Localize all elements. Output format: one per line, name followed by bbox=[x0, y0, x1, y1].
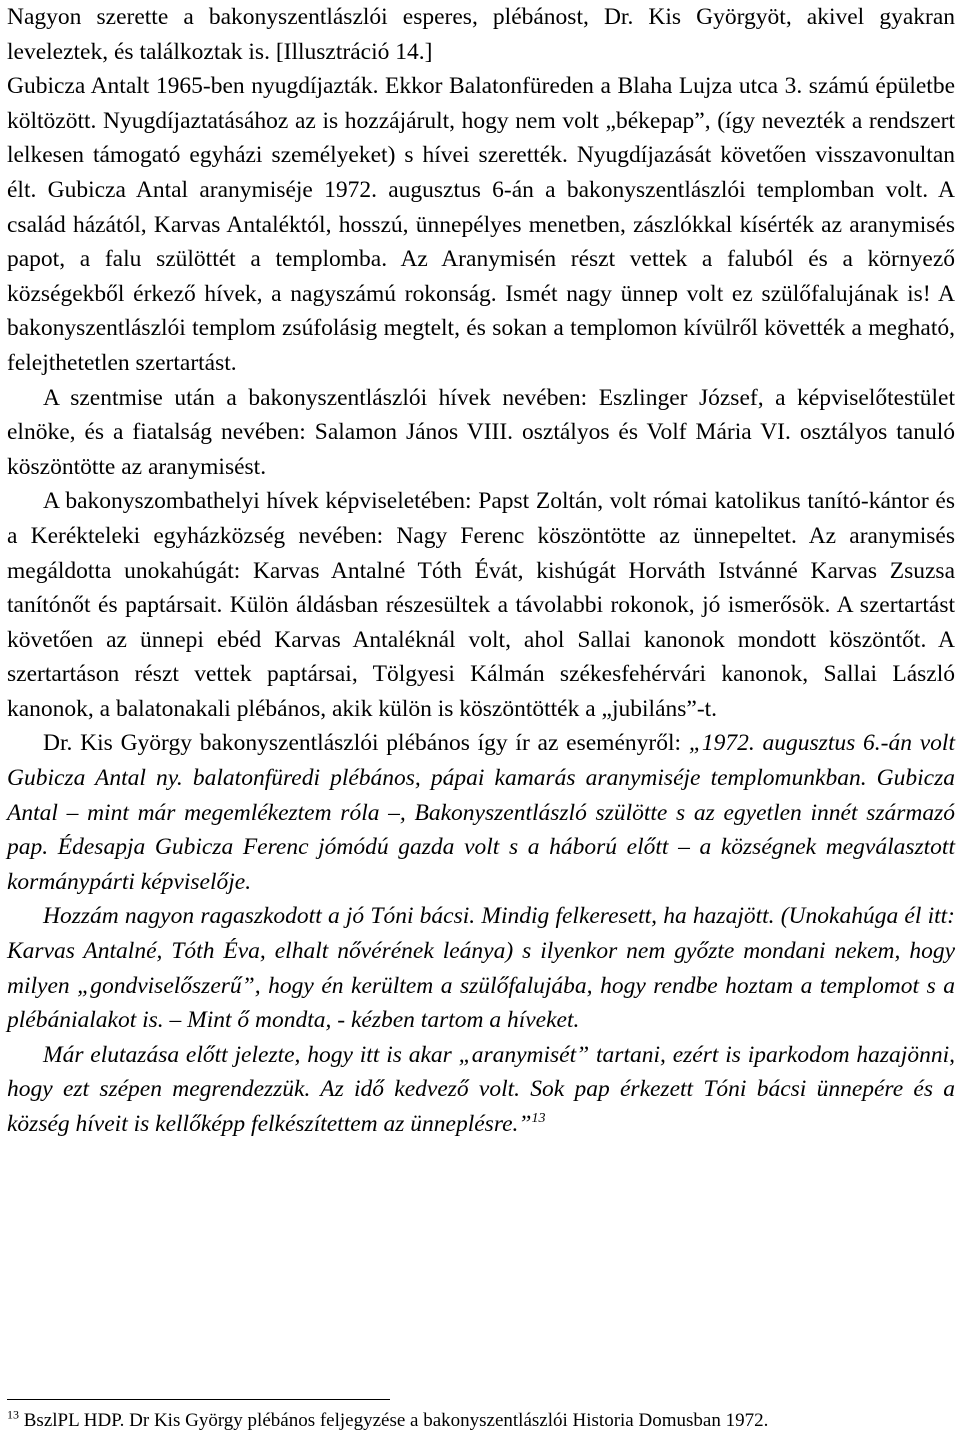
quote-paragraph-3 bbox=[7, 1038, 955, 1142]
paragraph-3-text: A szentmise után a bakonyszentlászlói hívek nevében: Eszlinger József, a képviselőtestület elnöke, és a fiatalság nevében: Salamon János VIII. osztályos és Volf Mária VI. osztályos tanuló köszöntötte az aranymisést. bbox=[7, 384, 955, 480]
quote-paragraph-1: „1972. augusztus 6.-án volt Gubicza Antal ny. balatonfüredi plébános, pápai kamarás aranymiséje templomunkban. Gubicza Antal – mint már megemlékeztem róla –, Bakonyszentlászló szülötte s az egyetlen innét származó pap. Édesapja Gubicza Ferenc jómódú gazda volt s a háború előtt – a községnek megválasztott kormánypárti képviselője. bbox=[7, 730, 955, 895]
paragraph-3 bbox=[7, 381, 955, 485]
footnote-text: BszlPL HDP. Dr Kis György plébános feljegyzése a bakonyszentlászlói Historia Domusban 1972. bbox=[23, 1410, 769, 1431]
paragraph-1-text: Nagyon szerette a bakonyszentlászlói esperes, plébánost, Dr. Kis Györgyöt, akivel gyakran leveleztek, és találkoztak is. [Illusztráció 14.] bbox=[7, 4, 955, 65]
footnote-divider bbox=[7, 1399, 390, 1400]
paragraph-1 bbox=[7, 0, 955, 69]
paragraph-4 bbox=[7, 484, 955, 726]
paragraph-4-text: A bakonyszombathelyi hívek képviseletében: Papst Zoltán, volt római katolikus tanító-kántor és a Kerékteleki egyházközség nevében: Nagy Ferenc köszöntötte az ünnepeltet. Az aranymisés megáldotta unokahúgát: Karvas Antalné Tóth Évát, kishúgát Horváth Istvánné Karvas Zsuzsa tanítónőt és paptársait. Külön áldásban részesültek a távolabbi rokonok, jó ismerősök. A szertartást követően az ünnepi ebéd Karvas Antaléknál volt, ahol Sallai kanonok mondott köszöntőt. A szertartáson részt vettek paptársai, Tölgyesi Kálmán székesfehérvári kanonok, Sallai László kanonok, a balatonakali plébános, akik külön is köszöntötték a „jubiláns”-t. bbox=[7, 488, 955, 722]
quote-paragraph-2-text: Hozzám nagyon ragaszkodott a jó Tóni bácsi. Mindig felkeresett, ha hazajött. (Unokahúga él itt: Karvas Antalné, Tóth Éva, elhalt nővérének leánya) s ilyenkor nem győzte mondani nekem, hogy milyen „gondviselőszerű”, hogy én kerültem a szülőfalujába, hogy rendbe hoztam a templomot s a plébánialakot is. – Mint ő mondta, - kézben tartom a híveket. bbox=[7, 903, 955, 1034]
quote-paragraph-2 bbox=[7, 899, 955, 1037]
paragraph-5-intro: Dr. Kis György bakonyszentlászlói plébános így ír az eseményről: bbox=[43, 730, 689, 757]
footnote-reference[interactable]: 13 bbox=[531, 1111, 546, 1127]
paragraph-2-text: Gubicza Antalt 1965-ben nyugdíjazták. Ekkor Balatonfüreden a Blaha Lujza utca 3. számú épületbe költözött. Nyugdíjaztatásához az is hozzájárult, hogy nem volt „békepap”, (így nevezték a rendszert lelkesen támogató egyházi személyeket) s hívei szerették. Nyugdíjazását követően visszavonultan élt. Gubicza Antal aranymiséje 1972. augusztus 6-án a bakonyszentlászlói templomban volt. A család házától, Karvas Antaléktól, hosszú, ünnepélyes menetben, zászlókkal kísérték az aranymisés papot, a falu szülöttét a templomba. Az Aranymisén részt vettek a faluból és a környező községekből érkező hívek, a nagyszámú rokonság. Ismét nagy ünnep volt ez szülőfalujának is! A bakonyszentlászlói templom zsúfolásig megtelt, és sokan a templomon kívülről követték a megható, felejthetetlen szertartást. bbox=[7, 73, 955, 376]
quote-paragraph-3-text: Már elutazása előtt jelezte, hogy itt is akar „aranymisét” tartani, ezért is iparkodom hazajönni, hogy ezt szépen megrendezzük. Az idő kedvező volt. Sok pap érkezett Tóni bácsi ünnepére és a község híveit is kellőképp felkészítettem az ünneplésre.” bbox=[7, 1041, 955, 1137]
paragraph-5 bbox=[7, 726, 955, 899]
document-body bbox=[7, 0, 955, 1142]
footnote bbox=[7, 1406, 955, 1436]
paragraph-2 bbox=[7, 69, 955, 380]
footnote-number: 13 bbox=[7, 1407, 19, 1422]
